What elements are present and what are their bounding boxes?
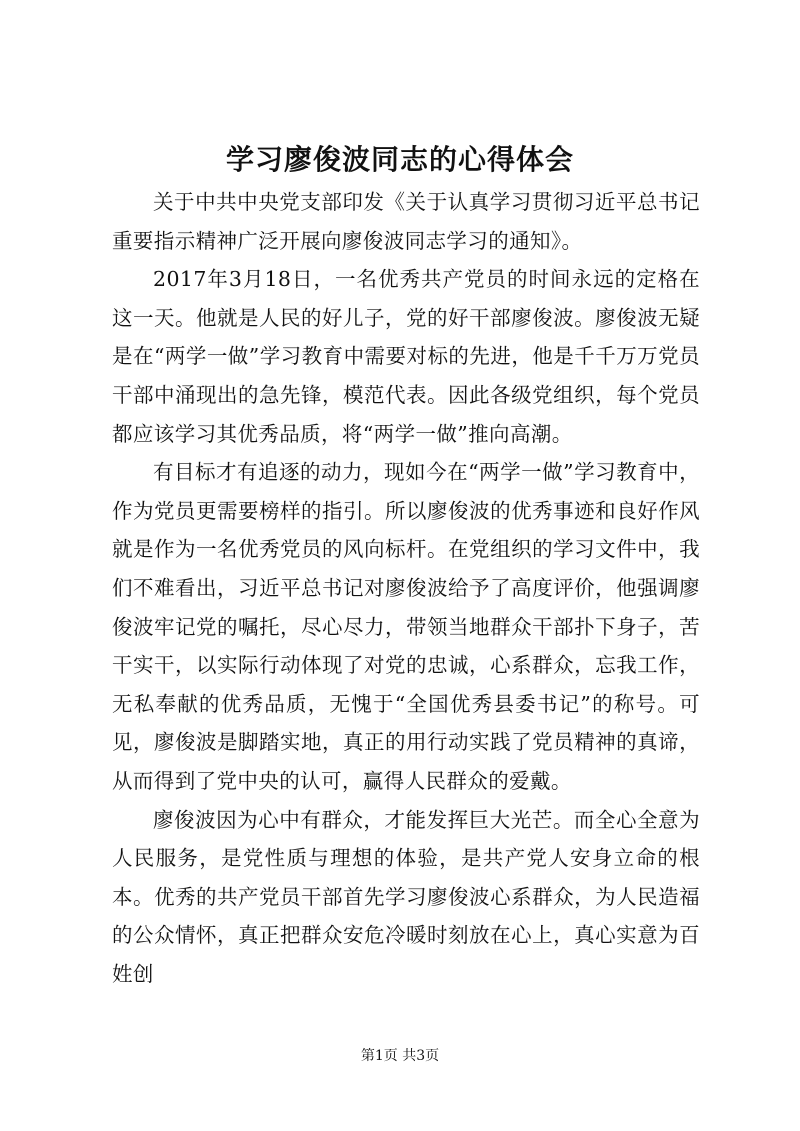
document-body <box>112 183 700 993</box>
page-number: 第1页 共3页 <box>360 1048 440 1064</box>
paragraph-4: 廖俊波因为心中有群众，才能发挥巨大光芒。而全心全意为人民服务，是党性质与理想的体验，是共产党人安身立命的根本。优秀的共产党员干部首先学习廖俊波心系群众，为人民造福的公众情怀，真正把群众安危冷暖时刻放在心上，真心实意为百姓创 <box>112 807 700 986</box>
paragraph-2: 2017年3月18日，一名优秀共产党员的时间永远的定格在这一天。他就是人民的好儿子，党的好干部廖俊波。廖俊波无疑是在“两学一做”学习教育中需要对标的先进，他是千千万万党员干部中涌现出的急先锋，模范代表。因此各级党组织，每个党员都应该学习其优秀品质，将“两学一做”推向高潮。 <box>112 267 700 446</box>
document-title: 学习廖俊波同志的心得体会 <box>225 143 574 176</box>
paragraph-1: 关于中共中央党支部印发《关于认真学习贯彻习近平总书记重要指示精神广泛开展向廖俊波同志学习的通知》。 <box>112 190 700 253</box>
page-footer <box>0 1046 800 1066</box>
paragraph-3: 有目标才有追逐的动力，现如今在“两学一做”学习教育中，作为党员更需要榜样的指引。所以廖俊波的优秀事迹和良好作风就是作为一名优秀党员的风向标杆。在党组织的学习文件中，我们不难看出，习近平总书记对廖俊波给予了高度评价，他强调廖俊波牢记党的嘱托，尽心尽力，带领当地群众干部扑下身子，苦干实干，以实际行动体现了对党的忠诚，心系群众，忘我工作，无私奉献的优秀品质，无愧于“全国优秀县委书记”的称号。可见，廖俊波是脚踏实地，真正的用行动实践了党员精神的真谛，从而得到了党中央的认可，赢得人民群众的爱戴。 <box>112 460 700 793</box>
